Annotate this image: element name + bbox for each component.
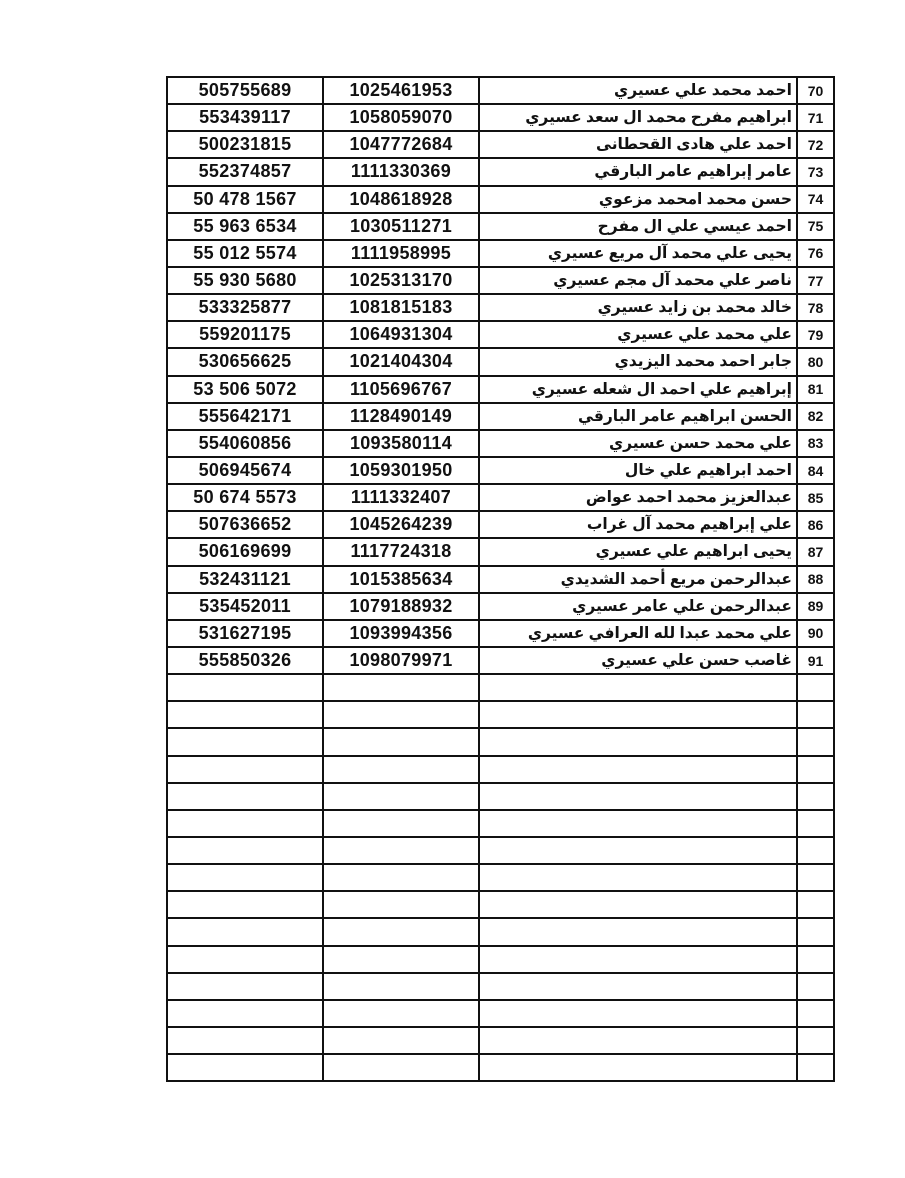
phone-cell: 531627195 xyxy=(167,620,323,647)
empty-cell xyxy=(167,1054,323,1081)
table-row xyxy=(167,538,834,565)
row-number-cell: 85 xyxy=(797,484,834,511)
empty-cell xyxy=(323,1054,479,1081)
phone-cell: 554060856 xyxy=(167,430,323,457)
empty-cell xyxy=(167,837,323,864)
table-row xyxy=(167,566,834,593)
empty-cell xyxy=(797,864,834,891)
empty-cell xyxy=(323,973,479,1000)
empty-table-row xyxy=(167,728,834,755)
name-cell: عبدالرحمن علي عامر عسيري xyxy=(479,593,797,620)
id-number-cell: 1059301950 xyxy=(323,457,479,484)
row-number-cell: 83 xyxy=(797,430,834,457)
empty-cell xyxy=(479,864,797,891)
roster-sheet xyxy=(166,76,833,1169)
row-number-cell: 82 xyxy=(797,403,834,430)
phone-cell: 530656625 xyxy=(167,348,323,375)
id-number-cell: 1117724318 xyxy=(323,538,479,565)
row-number-cell: 80 xyxy=(797,348,834,375)
table-row xyxy=(167,430,834,457)
table-row xyxy=(167,593,834,620)
empty-cell xyxy=(479,1000,797,1027)
name-cell: غاصب حسن علي عسيري xyxy=(479,647,797,674)
id-number-cell: 1045264239 xyxy=(323,511,479,538)
id-number-cell: 1111330369 xyxy=(323,158,479,185)
id-number-cell: 1030511271 xyxy=(323,213,479,240)
row-number-cell: 91 xyxy=(797,647,834,674)
table-row xyxy=(167,457,834,484)
id-number-cell: 1064931304 xyxy=(323,321,479,348)
phone-cell: 553439117 xyxy=(167,104,323,131)
row-number-cell: 89 xyxy=(797,593,834,620)
phone-cell: 535452011 xyxy=(167,593,323,620)
name-cell: ابراهيم مفرح محمد ال سعد عسيري xyxy=(479,104,797,131)
roster-body xyxy=(167,77,834,1081)
empty-cell xyxy=(167,810,323,837)
row-number-cell: 84 xyxy=(797,457,834,484)
empty-cell xyxy=(797,810,834,837)
name-cell: يحيى ابراهيم علي عسيري xyxy=(479,538,797,565)
row-number-cell: 86 xyxy=(797,511,834,538)
empty-table-row xyxy=(167,674,834,701)
table-row xyxy=(167,104,834,131)
empty-cell xyxy=(167,783,323,810)
id-number-cell: 1058059070 xyxy=(323,104,479,131)
name-cell: عامر إبراهيم عامر البارقي xyxy=(479,158,797,185)
table-row xyxy=(167,158,834,185)
name-cell: ناصر علي محمد آل مجم عسيري xyxy=(479,267,797,294)
row-number-cell: 87 xyxy=(797,538,834,565)
empty-cell xyxy=(167,1027,323,1054)
row-number-cell: 70 xyxy=(797,77,834,104)
empty-cell xyxy=(479,918,797,945)
empty-table-row xyxy=(167,701,834,728)
name-cell: علي إبراهيم محمد آل غراب xyxy=(479,511,797,538)
empty-cell xyxy=(479,783,797,810)
empty-table-row xyxy=(167,783,834,810)
name-cell: خالد محمد بن زايد عسيري xyxy=(479,294,797,321)
empty-cell xyxy=(167,946,323,973)
name-cell: احمد عيسي علي ال مفرح xyxy=(479,213,797,240)
empty-cell xyxy=(797,674,834,701)
empty-cell xyxy=(797,1054,834,1081)
empty-cell xyxy=(797,1027,834,1054)
row-number-cell: 72 xyxy=(797,131,834,158)
empty-table-row xyxy=(167,1054,834,1081)
name-cell: احمد محمد علي عسيري xyxy=(479,77,797,104)
empty-table-row xyxy=(167,837,834,864)
empty-cell xyxy=(479,1027,797,1054)
phone-cell: 55 930 5680 xyxy=(167,267,323,294)
row-number-cell: 76 xyxy=(797,240,834,267)
id-number-cell: 1047772684 xyxy=(323,131,479,158)
table-row xyxy=(167,321,834,348)
row-number-cell: 73 xyxy=(797,158,834,185)
row-number-cell: 74 xyxy=(797,186,834,213)
name-cell: علي محمد حسن عسيري xyxy=(479,430,797,457)
table-row xyxy=(167,213,834,240)
empty-table-row xyxy=(167,1027,834,1054)
empty-cell xyxy=(323,1000,479,1027)
id-number-cell: 1048618928 xyxy=(323,186,479,213)
id-number-cell: 1111332407 xyxy=(323,484,479,511)
empty-cell xyxy=(323,891,479,918)
id-number-cell: 1025313170 xyxy=(323,267,479,294)
empty-cell xyxy=(167,973,323,1000)
phone-cell: 506169699 xyxy=(167,538,323,565)
empty-cell xyxy=(323,728,479,755)
empty-cell xyxy=(797,918,834,945)
row-number-cell: 75 xyxy=(797,213,834,240)
table-row xyxy=(167,240,834,267)
empty-cell xyxy=(167,674,323,701)
phone-cell: 507636652 xyxy=(167,511,323,538)
empty-cell xyxy=(797,1000,834,1027)
id-number-cell: 1093580114 xyxy=(323,430,479,457)
id-number-cell: 1079188932 xyxy=(323,593,479,620)
empty-table-row xyxy=(167,973,834,1000)
row-number-cell: 90 xyxy=(797,620,834,647)
empty-cell xyxy=(323,837,479,864)
phone-cell: 50 478 1567 xyxy=(167,186,323,213)
name-cell: عبدالعزيز محمد احمد عواض xyxy=(479,484,797,511)
empty-cell xyxy=(479,973,797,1000)
row-number-cell: 88 xyxy=(797,566,834,593)
phone-cell: 505755689 xyxy=(167,77,323,104)
name-cell: علي محمد علي عسيري xyxy=(479,321,797,348)
empty-cell xyxy=(323,1027,479,1054)
empty-cell xyxy=(797,973,834,1000)
empty-cell xyxy=(479,728,797,755)
name-cell: جابر احمد محمد اليزيدي xyxy=(479,348,797,375)
name-cell: حسن محمد امحمد مزعوي xyxy=(479,186,797,213)
phone-cell: 506945674 xyxy=(167,457,323,484)
empty-table-row xyxy=(167,918,834,945)
empty-cell xyxy=(797,837,834,864)
empty-cell xyxy=(479,756,797,783)
table-row xyxy=(167,77,834,104)
row-number-cell: 79 xyxy=(797,321,834,348)
empty-cell xyxy=(323,946,479,973)
name-cell: عبدالرحمن مريع أحمد الشديدي xyxy=(479,566,797,593)
name-cell: إبراهيم علي احمد ال شعله عسيري xyxy=(479,376,797,403)
table-row xyxy=(167,294,834,321)
table-row xyxy=(167,376,834,403)
id-number-cell: 1021404304 xyxy=(323,348,479,375)
empty-cell xyxy=(797,891,834,918)
table-row xyxy=(167,348,834,375)
table-row xyxy=(167,511,834,538)
name-cell: احمد علي هادى القحطانى xyxy=(479,131,797,158)
empty-cell xyxy=(479,891,797,918)
empty-cell xyxy=(167,728,323,755)
phone-cell: 533325877 xyxy=(167,294,323,321)
phone-cell: 555642171 xyxy=(167,403,323,430)
table-row xyxy=(167,186,834,213)
empty-cell xyxy=(479,674,797,701)
table-row xyxy=(167,267,834,294)
name-cell: علي محمد عبدا لله العرافي عسيري xyxy=(479,620,797,647)
row-number-cell: 71 xyxy=(797,104,834,131)
id-number-cell: 1098079971 xyxy=(323,647,479,674)
empty-cell xyxy=(167,756,323,783)
empty-table-row xyxy=(167,891,834,918)
id-number-cell: 1081815183 xyxy=(323,294,479,321)
row-number-cell: 77 xyxy=(797,267,834,294)
row-number-cell: 81 xyxy=(797,376,834,403)
row-number-cell: 78 xyxy=(797,294,834,321)
name-cell: يحيى علي محمد آل مريع عسيري xyxy=(479,240,797,267)
empty-cell xyxy=(323,918,479,945)
empty-cell xyxy=(479,946,797,973)
phone-cell: 50 674 5573 xyxy=(167,484,323,511)
id-number-cell: 1015385634 xyxy=(323,566,479,593)
empty-cell xyxy=(479,701,797,728)
empty-cell xyxy=(323,783,479,810)
table-row xyxy=(167,647,834,674)
phone-cell: 55 963 6534 xyxy=(167,213,323,240)
name-cell: الحسن ابراهيم عامر البارقي xyxy=(479,403,797,430)
phone-cell: 53 506 5072 xyxy=(167,376,323,403)
empty-cell xyxy=(167,918,323,945)
empty-table-row xyxy=(167,864,834,891)
empty-cell xyxy=(479,810,797,837)
empty-cell xyxy=(167,1000,323,1027)
phone-cell: 55 012 5574 xyxy=(167,240,323,267)
empty-cell xyxy=(323,674,479,701)
id-number-cell: 1105696767 xyxy=(323,376,479,403)
phone-cell: 532431121 xyxy=(167,566,323,593)
empty-cell xyxy=(167,891,323,918)
empty-cell xyxy=(323,756,479,783)
table-row xyxy=(167,403,834,430)
phone-cell: 555850326 xyxy=(167,647,323,674)
empty-cell xyxy=(167,701,323,728)
phone-cell: 552374857 xyxy=(167,158,323,185)
empty-cell xyxy=(323,810,479,837)
table-row xyxy=(167,131,834,158)
empty-cell xyxy=(479,1054,797,1081)
empty-table-row xyxy=(167,756,834,783)
empty-cell xyxy=(797,783,834,810)
empty-table-row xyxy=(167,810,834,837)
empty-cell xyxy=(323,864,479,891)
id-number-cell: 1025461953 xyxy=(323,77,479,104)
id-number-cell: 1111958995 xyxy=(323,240,479,267)
name-cell: احمد ابراهيم علي خال xyxy=(479,457,797,484)
empty-cell xyxy=(323,701,479,728)
empty-table-row xyxy=(167,946,834,973)
phone-cell: 559201175 xyxy=(167,321,323,348)
empty-cell xyxy=(797,728,834,755)
empty-table-row xyxy=(167,1000,834,1027)
id-number-cell: 1128490149 xyxy=(323,403,479,430)
empty-cell xyxy=(479,837,797,864)
empty-cell xyxy=(797,756,834,783)
id-number-cell: 1093994356 xyxy=(323,620,479,647)
table-row xyxy=(167,484,834,511)
table-row xyxy=(167,620,834,647)
empty-cell xyxy=(797,701,834,728)
phone-cell: 500231815 xyxy=(167,131,323,158)
empty-cell xyxy=(167,864,323,891)
empty-cell xyxy=(797,946,834,973)
roster-table xyxy=(166,76,835,1082)
